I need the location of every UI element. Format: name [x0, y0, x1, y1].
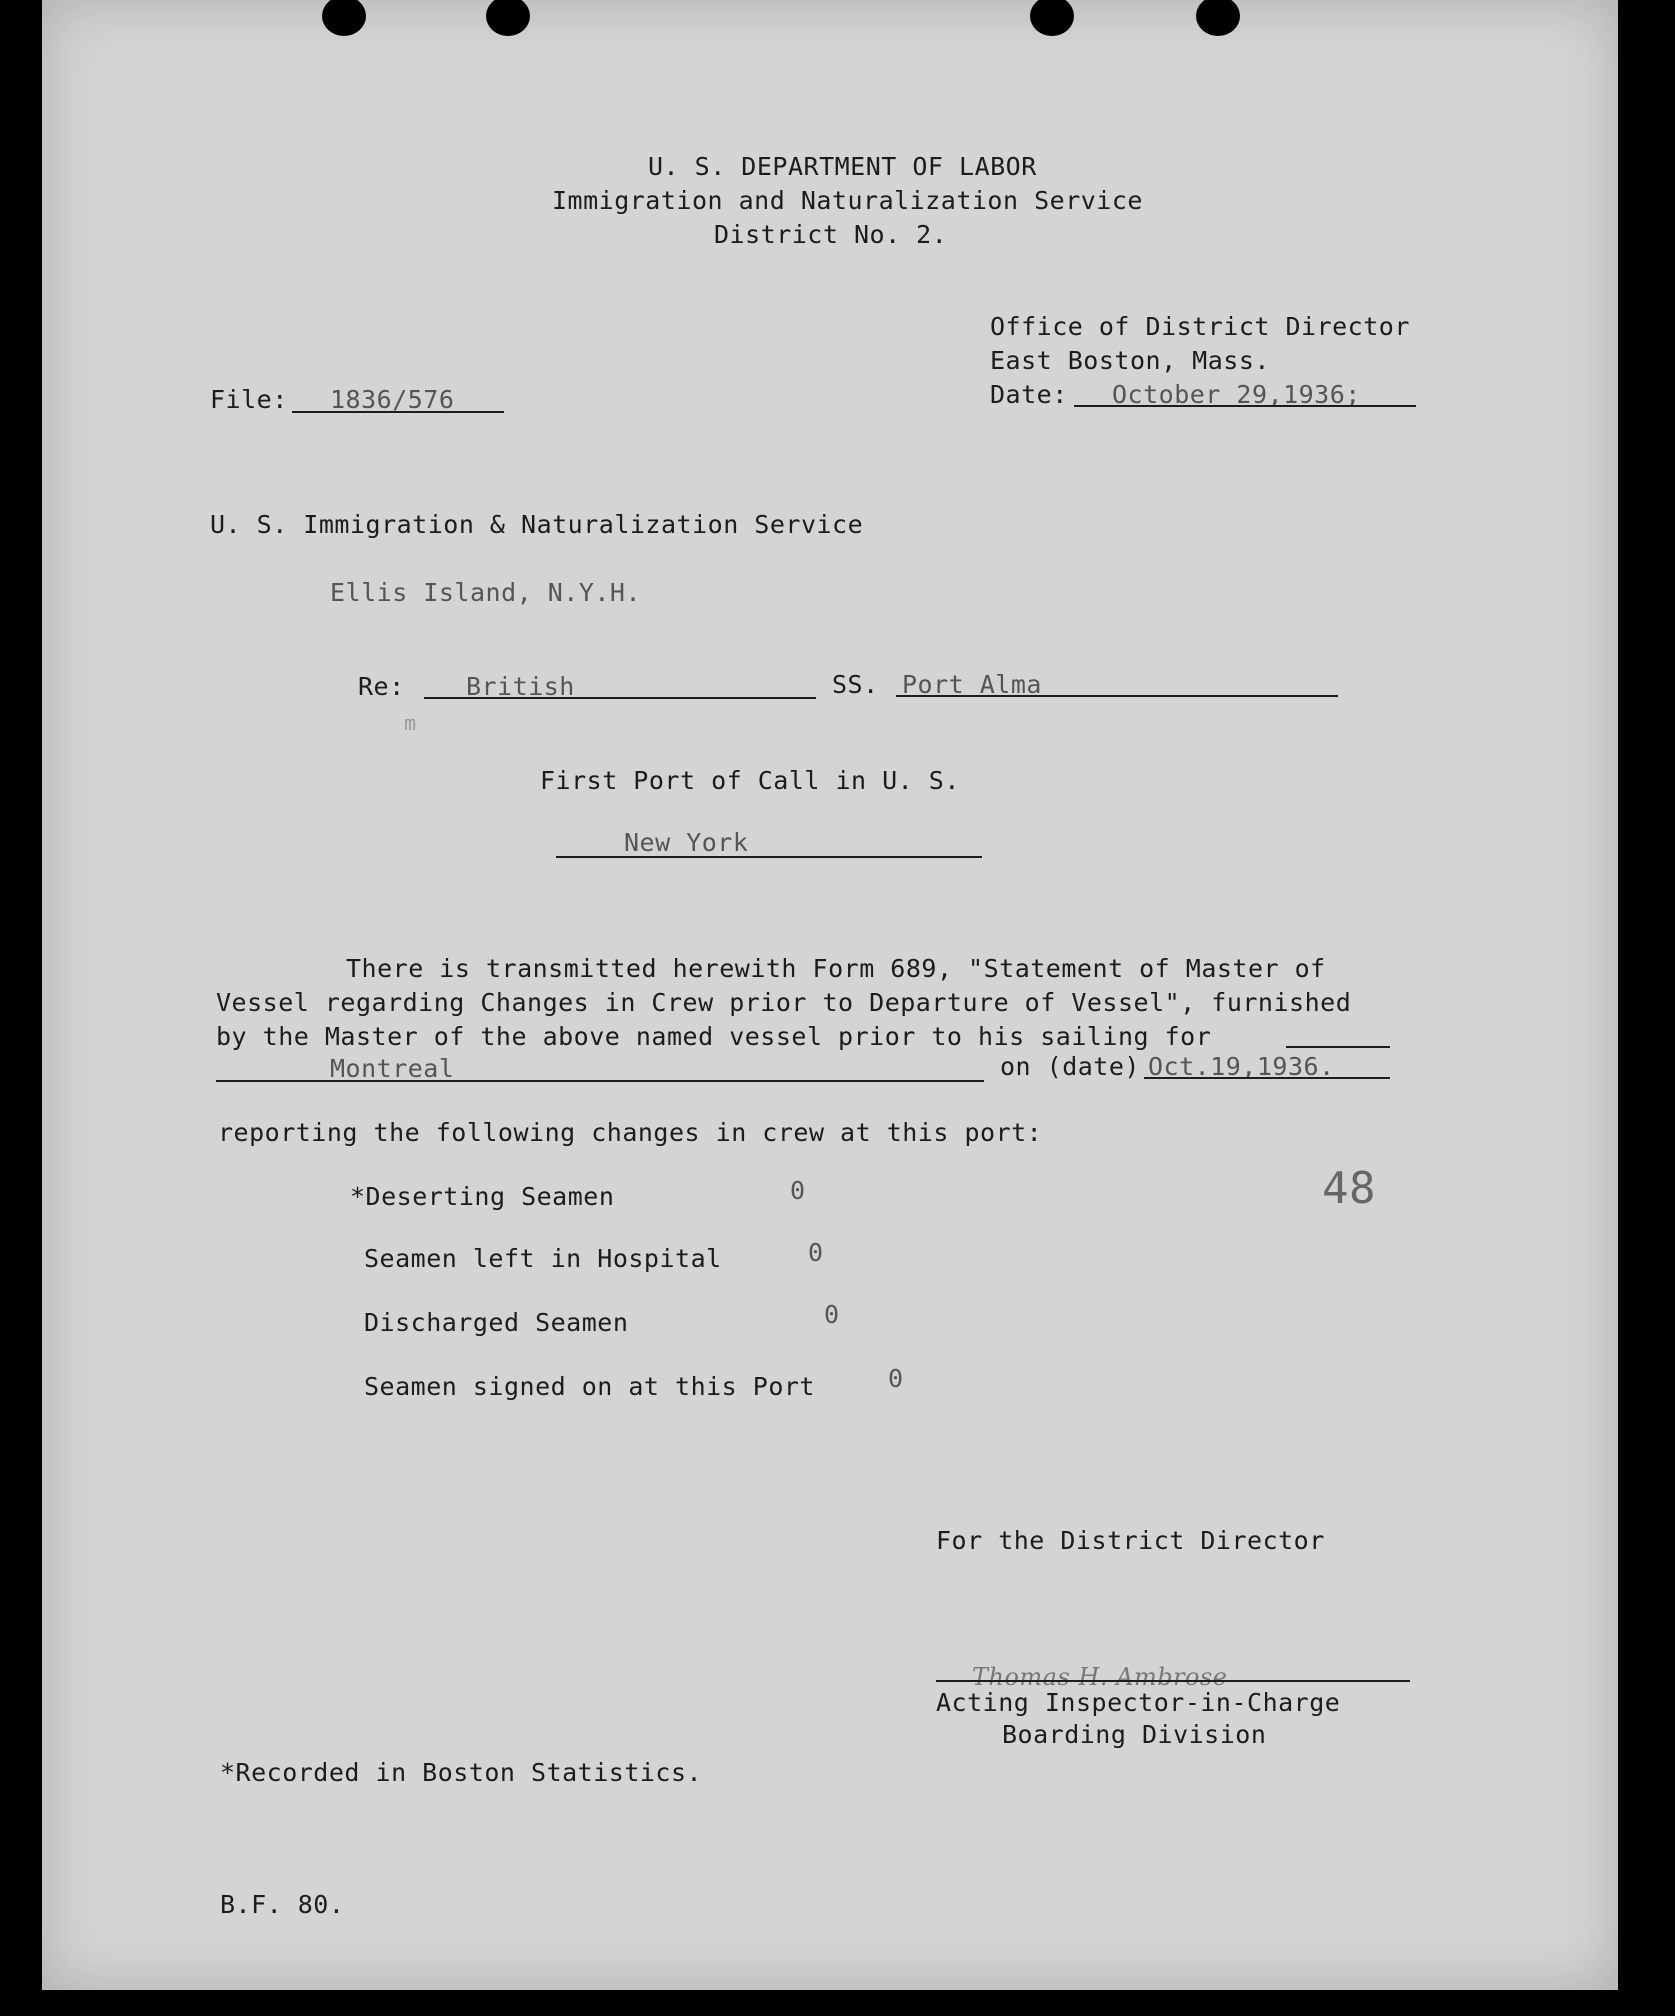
change-label-signed-on: Seamen signed on at this Port: [364, 1372, 815, 1401]
department-heading: U. S. DEPARTMENT OF LABOR: [648, 152, 1037, 181]
signature-underline: [936, 1680, 1410, 1682]
date-label: Date:: [990, 380, 1068, 409]
for-district-director: For the District Director: [936, 1526, 1325, 1555]
first-port-value: New York: [624, 828, 749, 857]
punch-hole: [322, 0, 366, 36]
change-value-discharged: 0: [824, 1300, 840, 1329]
footnote: *Recorded in Boston Statistics.: [220, 1758, 703, 1787]
addressee-line2: Ellis Island, N.Y.H.: [330, 578, 642, 607]
re-label: Re:: [358, 672, 405, 701]
signature-division: Boarding Division: [1002, 1720, 1267, 1749]
punch-hole: [1196, 0, 1240, 36]
body-line2: Vessel regarding Changes in Crew prior to Departure of Vessel", furnished: [216, 988, 1352, 1017]
destination-underline: [216, 1080, 984, 1082]
change-value-signed-on: 0: [888, 1364, 904, 1393]
change-label-discharged: Discharged Seamen: [364, 1308, 629, 1337]
sailing-underline-end: [1286, 1046, 1390, 1048]
file-label: File:: [210, 385, 288, 414]
body-line3: by the Master of the above named vessel prior to his sailing for: [216, 1022, 1212, 1051]
date-value: October 29,1936;: [1112, 380, 1361, 409]
addressee-line1: U. S. Immigration & Naturalization Service: [210, 510, 864, 539]
sailing-date-underline: [1144, 1077, 1390, 1079]
file-underline: [292, 411, 504, 413]
ship-underline: [896, 695, 1338, 697]
sailing-date-label: on (date): [1000, 1052, 1140, 1081]
change-label-deserting: *Deserting Seamen: [350, 1182, 615, 1211]
ship-name: Port Alma: [902, 670, 1042, 699]
district-heading: District No. 2.: [714, 220, 948, 249]
ss-label: SS.: [832, 670, 879, 699]
nationality-underline: [424, 697, 816, 699]
office-location: East Boston, Mass.: [990, 346, 1270, 375]
page-number: 48: [1322, 1163, 1376, 1214]
change-value-deserting: 0: [790, 1176, 806, 1205]
signature-title: Acting Inspector-in-Charge: [936, 1688, 1341, 1717]
punch-hole: [486, 0, 530, 36]
first-port-underline: [556, 856, 982, 858]
change-label-hospital: Seamen left in Hospital: [364, 1244, 722, 1273]
sailing-date-value: Oct.19,1936.: [1148, 1052, 1335, 1081]
first-port-label: First Port of Call in U. S.: [540, 766, 960, 795]
office-title: Office of District Director: [990, 312, 1410, 341]
service-heading: Immigration and Naturalization Service: [552, 186, 1143, 215]
punch-hole: [1030, 0, 1074, 36]
date-underline: [1074, 405, 1416, 407]
body-line1: There is transmitted herewith Form 689, "Statement of Master of: [346, 954, 1326, 983]
change-value-hospital: 0: [808, 1238, 824, 1267]
file-value: 1836/576: [330, 385, 455, 414]
nationality-value: British: [466, 672, 575, 701]
destination-value: Montreal: [330, 1054, 455, 1083]
reporting-line: reporting the following changes in crew at this port:: [218, 1118, 1043, 1147]
signature-name: Thomas H. Ambrose: [972, 1663, 1228, 1691]
form-number: B.F. 80.: [220, 1890, 345, 1919]
stray-mark: m: [404, 711, 417, 735]
